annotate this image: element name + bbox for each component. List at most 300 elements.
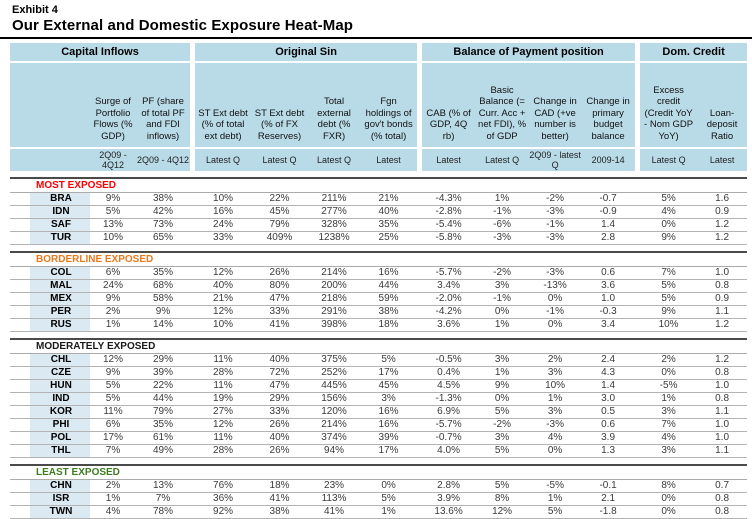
- value-cell: 76%: [195, 480, 251, 493]
- country-cell: [10, 419, 90, 432]
- country-code: POL: [30, 432, 90, 444]
- value-cell: 3%: [475, 280, 529, 293]
- value-cell: -1%: [529, 219, 581, 232]
- value-cell: 1%: [360, 506, 417, 519]
- value-cell: -5%: [640, 380, 697, 393]
- value-cell: 13%: [136, 480, 190, 493]
- value-cell: 0.9: [697, 293, 747, 306]
- country-code: CZE: [30, 367, 90, 379]
- value-cell: -3%: [529, 206, 581, 219]
- value-cell: 61%: [136, 432, 190, 445]
- value-cell: 17%: [360, 445, 417, 458]
- value-cell: 156%: [308, 393, 360, 406]
- country-code: MAL: [30, 280, 90, 292]
- value-cell: 16%: [360, 267, 417, 280]
- country-cell: [10, 445, 90, 458]
- value-cell: 1%: [529, 393, 581, 406]
- value-cell: 1238%: [308, 232, 360, 245]
- value-cell: 3.9%: [422, 493, 475, 506]
- value-cell: 0.5: [581, 406, 635, 419]
- value-cell: 0%: [640, 493, 697, 506]
- value-cell: 9%: [640, 306, 697, 319]
- value-cell: 25%: [360, 232, 417, 245]
- value-cell: 1.0: [581, 293, 635, 306]
- value-cell: 445%: [308, 380, 360, 393]
- country-cell: [10, 393, 90, 406]
- country-cell: [10, 232, 90, 245]
- value-cell: 65%: [136, 232, 190, 245]
- value-cell: 35%: [136, 267, 190, 280]
- period-label: Latest: [697, 149, 747, 171]
- value-cell: 44%: [360, 280, 417, 293]
- value-cell: 12%: [195, 419, 251, 432]
- column-header: Fgn holdings of gov't bonds (% total): [360, 63, 417, 149]
- value-cell: 5%: [90, 206, 136, 219]
- value-cell: 58%: [136, 293, 190, 306]
- value-cell: 0.4%: [422, 367, 475, 380]
- value-cell: 41%: [308, 506, 360, 519]
- value-cell: 375%: [308, 354, 360, 367]
- value-cell: 0.8: [697, 280, 747, 293]
- value-cell: 214%: [308, 419, 360, 432]
- value-cell: 38%: [251, 506, 308, 519]
- value-cell: 80%: [251, 280, 308, 293]
- value-cell: 113%: [308, 493, 360, 506]
- period-label: Latest Q: [251, 149, 308, 171]
- value-cell: 0.8: [697, 367, 747, 380]
- value-cell: 24%: [195, 219, 251, 232]
- value-cell: -1.8: [581, 506, 635, 519]
- value-cell: 1%: [90, 319, 136, 332]
- value-cell: 1%: [640, 393, 697, 406]
- country-cell: [10, 267, 90, 280]
- value-cell: -3%: [529, 232, 581, 245]
- value-cell: 27%: [195, 406, 251, 419]
- value-cell: 1.1: [697, 406, 747, 419]
- value-cell: 0%: [640, 219, 697, 232]
- value-cell: 10%: [640, 319, 697, 332]
- table-row: [10, 219, 747, 232]
- value-cell: 39%: [136, 367, 190, 380]
- country-code: ISR: [30, 493, 90, 505]
- country-cell: [10, 193, 90, 206]
- section-header: MODERATELY EXPOSED: [10, 338, 747, 354]
- value-cell: -0.5%: [422, 354, 475, 367]
- value-cell: 3%: [475, 354, 529, 367]
- column-header: PF (share of total PF and FDI inflows): [136, 63, 190, 149]
- value-cell: -5.4%: [422, 219, 475, 232]
- value-cell: 9%: [136, 306, 190, 319]
- value-cell: 45%: [251, 206, 308, 219]
- country-cell: [10, 506, 90, 519]
- country-cell: [10, 354, 90, 367]
- table-row: [10, 319, 747, 332]
- value-cell: 1.2: [697, 319, 747, 332]
- value-cell: 16%: [360, 419, 417, 432]
- value-cell: 200%: [308, 280, 360, 293]
- title-divider: [0, 37, 752, 39]
- value-cell: 59%: [360, 293, 417, 306]
- value-cell: 40%: [195, 280, 251, 293]
- table-row: [10, 419, 747, 432]
- value-cell: 79%: [251, 219, 308, 232]
- country-code: KOR: [30, 406, 90, 418]
- value-cell: 0.9: [697, 206, 747, 219]
- value-cell: 41%: [251, 319, 308, 332]
- value-cell: 35%: [360, 219, 417, 232]
- value-cell: 33%: [195, 232, 251, 245]
- table-row: [10, 493, 747, 506]
- value-cell: 11%: [90, 406, 136, 419]
- country-code: TUR: [30, 232, 90, 244]
- value-cell: 0%: [529, 445, 581, 458]
- value-cell: 42%: [136, 206, 190, 219]
- value-cell: 47%: [251, 380, 308, 393]
- heatmap-table: [10, 43, 747, 519]
- country-cell: [10, 367, 90, 380]
- value-cell: 68%: [136, 280, 190, 293]
- value-cell: 14%: [136, 319, 190, 332]
- value-cell: 1.6: [697, 193, 747, 206]
- value-cell: 3.4: [581, 319, 635, 332]
- value-cell: 40%: [251, 354, 308, 367]
- value-cell: 214%: [308, 267, 360, 280]
- table-row: [10, 432, 747, 445]
- column-header: ST Ext debt (% of total ext debt): [195, 63, 251, 149]
- value-cell: -4.2%: [422, 306, 475, 319]
- value-cell: -3%: [529, 267, 581, 280]
- value-cell: 3%: [360, 393, 417, 406]
- column-header-row: [10, 63, 747, 149]
- value-cell: 40%: [251, 432, 308, 445]
- value-cell: -2.8%: [422, 206, 475, 219]
- value-cell: 0.7: [697, 480, 747, 493]
- value-cell: 0%: [475, 306, 529, 319]
- period-label: Latest Q: [475, 149, 529, 171]
- table-row: [10, 480, 747, 493]
- table-row: [10, 506, 747, 519]
- period-label: 2Q09 - latest Q: [529, 150, 581, 170]
- table-row: [10, 354, 747, 367]
- value-cell: 0%: [360, 480, 417, 493]
- value-cell: 3.6: [581, 280, 635, 293]
- country-code: IND: [30, 393, 90, 405]
- table-body: [10, 171, 747, 519]
- country-code: PHI: [30, 419, 90, 431]
- value-cell: 1.1: [697, 445, 747, 458]
- value-cell: 35%: [136, 419, 190, 432]
- value-cell: 10%: [90, 232, 136, 245]
- value-cell: 5%: [529, 506, 581, 519]
- value-cell: -13%: [529, 280, 581, 293]
- country-cell: [10, 480, 90, 493]
- value-cell: 7%: [640, 267, 697, 280]
- value-cell: 28%: [195, 445, 251, 458]
- value-cell: 33%: [251, 406, 308, 419]
- value-cell: 0%: [529, 319, 581, 332]
- value-cell: 29%: [251, 393, 308, 406]
- value-cell: 3%: [529, 406, 581, 419]
- country-cell: [10, 206, 90, 219]
- value-cell: 12%: [195, 306, 251, 319]
- country-code: COL: [30, 267, 90, 279]
- value-cell: 328%: [308, 219, 360, 232]
- value-cell: 211%: [308, 193, 360, 206]
- value-cell: 0%: [529, 293, 581, 306]
- value-cell: 2%: [529, 354, 581, 367]
- value-cell: 28%: [195, 367, 251, 380]
- value-cell: -0.3: [581, 306, 635, 319]
- value-cell: 4.0%: [422, 445, 475, 458]
- period-label: 2009-14: [581, 149, 635, 171]
- value-cell: -2.0%: [422, 293, 475, 306]
- country-code: BRA: [30, 193, 90, 205]
- value-cell: -2%: [529, 193, 581, 206]
- country-code: MEX: [30, 293, 90, 305]
- value-cell: 8%: [640, 480, 697, 493]
- value-cell: 9%: [640, 232, 697, 245]
- value-cell: 11%: [195, 380, 251, 393]
- section-header: MOST EXPOSED: [10, 177, 747, 193]
- value-cell: 22%: [251, 193, 308, 206]
- value-cell: 29%: [136, 354, 190, 367]
- country-code: CHN: [30, 480, 90, 492]
- column-header: Change in CAD (+ve number is better): [529, 63, 581, 149]
- value-cell: 2%: [640, 354, 697, 367]
- value-cell: 1.0: [697, 380, 747, 393]
- value-cell: 1%: [475, 319, 529, 332]
- country-cell: [10, 219, 90, 232]
- value-cell: 5%: [640, 280, 697, 293]
- table-row: [10, 393, 747, 406]
- value-cell: 2.1: [581, 493, 635, 506]
- value-cell: 5%: [640, 193, 697, 206]
- value-cell: 1%: [529, 493, 581, 506]
- value-cell: 45%: [360, 380, 417, 393]
- section-header: BORDERLINE EXPOSED: [10, 251, 747, 267]
- column-header: Total external debt (% FXR): [308, 63, 360, 149]
- value-cell: 72%: [251, 367, 308, 380]
- value-cell: 40%: [360, 206, 417, 219]
- value-cell: 7%: [640, 419, 697, 432]
- value-cell: -5.7%: [422, 267, 475, 280]
- column-header: Excess credit (Credit YoY - Nom GDP YoY): [640, 63, 697, 149]
- value-cell: 1.4: [581, 380, 635, 393]
- exhibit-label: Exhibit 4: [12, 4, 58, 16]
- table-row: [10, 306, 747, 319]
- value-cell: 10%: [195, 319, 251, 332]
- value-cell: 6.9%: [422, 406, 475, 419]
- value-cell: 23%: [308, 480, 360, 493]
- value-cell: -0.7%: [422, 432, 475, 445]
- table-row: [10, 280, 747, 293]
- value-cell: 0%: [475, 393, 529, 406]
- column-header: Change in primary budget balance: [581, 63, 635, 149]
- value-cell: 2.8%: [422, 480, 475, 493]
- value-cell: -2%: [475, 419, 529, 432]
- country-cell: [10, 293, 90, 306]
- value-cell: 12%: [195, 267, 251, 280]
- value-cell: -5.7%: [422, 419, 475, 432]
- value-cell: 10%: [529, 380, 581, 393]
- value-cell: 36%: [195, 493, 251, 506]
- value-cell: 1.0: [697, 267, 747, 280]
- country-cell: [10, 280, 90, 293]
- value-cell: -3%: [529, 419, 581, 432]
- country-cell: [10, 432, 90, 445]
- column-header: Loan-deposit Ratio: [697, 63, 747, 149]
- value-cell: 13.6%: [422, 506, 475, 519]
- value-cell: 5%: [475, 406, 529, 419]
- value-cell: 9%: [90, 193, 136, 206]
- value-cell: 92%: [195, 506, 251, 519]
- value-cell: 12%: [475, 506, 529, 519]
- value-cell: 49%: [136, 445, 190, 458]
- value-cell: 1.0: [697, 419, 747, 432]
- value-cell: 38%: [136, 193, 190, 206]
- value-cell: -1%: [529, 306, 581, 319]
- column-header: ST Ext debt (% of FX Reserves): [251, 63, 308, 149]
- value-cell: 19%: [195, 393, 251, 406]
- value-cell: 6%: [90, 267, 136, 280]
- value-cell: 374%: [308, 432, 360, 445]
- value-cell: 218%: [308, 293, 360, 306]
- value-cell: 1%: [475, 367, 529, 380]
- section-header: LEAST EXPOSED: [10, 464, 747, 480]
- value-cell: 120%: [308, 406, 360, 419]
- value-cell: 5%: [360, 354, 417, 367]
- country-code: IDN: [30, 206, 90, 218]
- value-cell: 11%: [195, 432, 251, 445]
- value-cell: 13%: [90, 219, 136, 232]
- value-cell: 6%: [90, 419, 136, 432]
- column-header: CAB (% of GDP, 4Q rb): [422, 63, 475, 149]
- value-cell: 4%: [640, 432, 697, 445]
- value-cell: 0%: [640, 506, 697, 519]
- country-column-blank: [10, 149, 90, 171]
- period-label: Latest: [360, 149, 417, 171]
- value-cell: 5%: [90, 380, 136, 393]
- column-header: Surge of Portfolio Flows (% GDP): [90, 63, 136, 149]
- value-cell: -1.3%: [422, 393, 475, 406]
- value-cell: 1.0: [697, 432, 747, 445]
- value-cell: 3%: [475, 432, 529, 445]
- group-header-capital-inflows: Capital Inflows: [10, 43, 190, 63]
- value-cell: 10%: [195, 193, 251, 206]
- value-cell: 9%: [475, 380, 529, 393]
- table-row: [10, 445, 747, 458]
- value-cell: 4.3: [581, 367, 635, 380]
- value-cell: 0.6: [581, 419, 635, 432]
- value-cell: -2%: [475, 267, 529, 280]
- value-cell: 0.6: [581, 267, 635, 280]
- value-cell: 4%: [90, 506, 136, 519]
- country-code: THL: [30, 445, 90, 457]
- value-cell: 94%: [308, 445, 360, 458]
- table-row: [10, 380, 747, 393]
- value-cell: 78%: [136, 506, 190, 519]
- value-cell: 26%: [251, 267, 308, 280]
- table-row: [10, 267, 747, 280]
- value-cell: 7%: [136, 493, 190, 506]
- value-cell: 1.4: [581, 219, 635, 232]
- country-column-blank: [10, 63, 90, 149]
- value-cell: -1%: [475, 293, 529, 306]
- value-cell: 47%: [251, 293, 308, 306]
- value-cell: 5%: [475, 445, 529, 458]
- value-cell: 41%: [251, 493, 308, 506]
- value-cell: 79%: [136, 406, 190, 419]
- value-cell: 3%: [640, 406, 697, 419]
- value-cell: 8%: [475, 493, 529, 506]
- group-header-row: [10, 43, 747, 63]
- value-cell: 4%: [640, 206, 697, 219]
- country-code: PER: [30, 306, 90, 318]
- value-cell: 22%: [136, 380, 190, 393]
- table-row: [10, 367, 747, 380]
- value-cell: 1%: [475, 193, 529, 206]
- value-cell: 18%: [251, 480, 308, 493]
- value-cell: 5%: [360, 493, 417, 506]
- table-row: [10, 406, 747, 419]
- page-title: Our External and Domestic Exposure Heat-Map: [12, 17, 354, 34]
- value-cell: 73%: [136, 219, 190, 232]
- country-cell: [10, 406, 90, 419]
- table-row: [10, 232, 747, 245]
- value-cell: -5.8%: [422, 232, 475, 245]
- value-cell: 39%: [360, 432, 417, 445]
- group-header-original-sin: Original Sin: [195, 43, 417, 63]
- value-cell: 16%: [195, 206, 251, 219]
- value-cell: 2.8: [581, 232, 635, 245]
- value-cell: 277%: [308, 206, 360, 219]
- value-cell: 1.1: [697, 306, 747, 319]
- country-code: SAF: [30, 219, 90, 231]
- value-cell: 21%: [360, 193, 417, 206]
- value-cell: 1.2: [697, 219, 747, 232]
- group-header-dom-credit: Dom. Credit: [640, 43, 747, 63]
- table-row: [10, 193, 747, 206]
- value-cell: -0.1: [581, 480, 635, 493]
- value-cell: 5%: [475, 480, 529, 493]
- column-header: Basic Balance (= Curr. Acc + net FDI), % of GDP: [475, 63, 529, 149]
- country-code: CHL: [30, 354, 90, 366]
- value-cell: 2%: [90, 480, 136, 493]
- value-cell: 38%: [360, 306, 417, 319]
- period-label: Latest: [422, 149, 475, 171]
- period-row: [10, 149, 747, 171]
- value-cell: 0.8: [697, 506, 747, 519]
- value-cell: 18%: [360, 319, 417, 332]
- country-cell: [10, 306, 90, 319]
- value-cell: 16%: [360, 406, 417, 419]
- value-cell: 3.4%: [422, 280, 475, 293]
- value-cell: 3.0: [581, 393, 635, 406]
- value-cell: 1.3: [581, 445, 635, 458]
- value-cell: 4.5%: [422, 380, 475, 393]
- value-cell: 26%: [251, 445, 308, 458]
- period-label: Latest Q: [640, 149, 697, 171]
- value-cell: 33%: [251, 306, 308, 319]
- value-cell: 9%: [90, 367, 136, 380]
- country-code: HUN: [30, 380, 90, 392]
- value-cell: 7%: [90, 445, 136, 458]
- value-cell: 3%: [640, 445, 697, 458]
- value-cell: 0.8: [697, 393, 747, 406]
- value-cell: 1%: [90, 493, 136, 506]
- value-cell: 26%: [251, 419, 308, 432]
- value-cell: 24%: [90, 280, 136, 293]
